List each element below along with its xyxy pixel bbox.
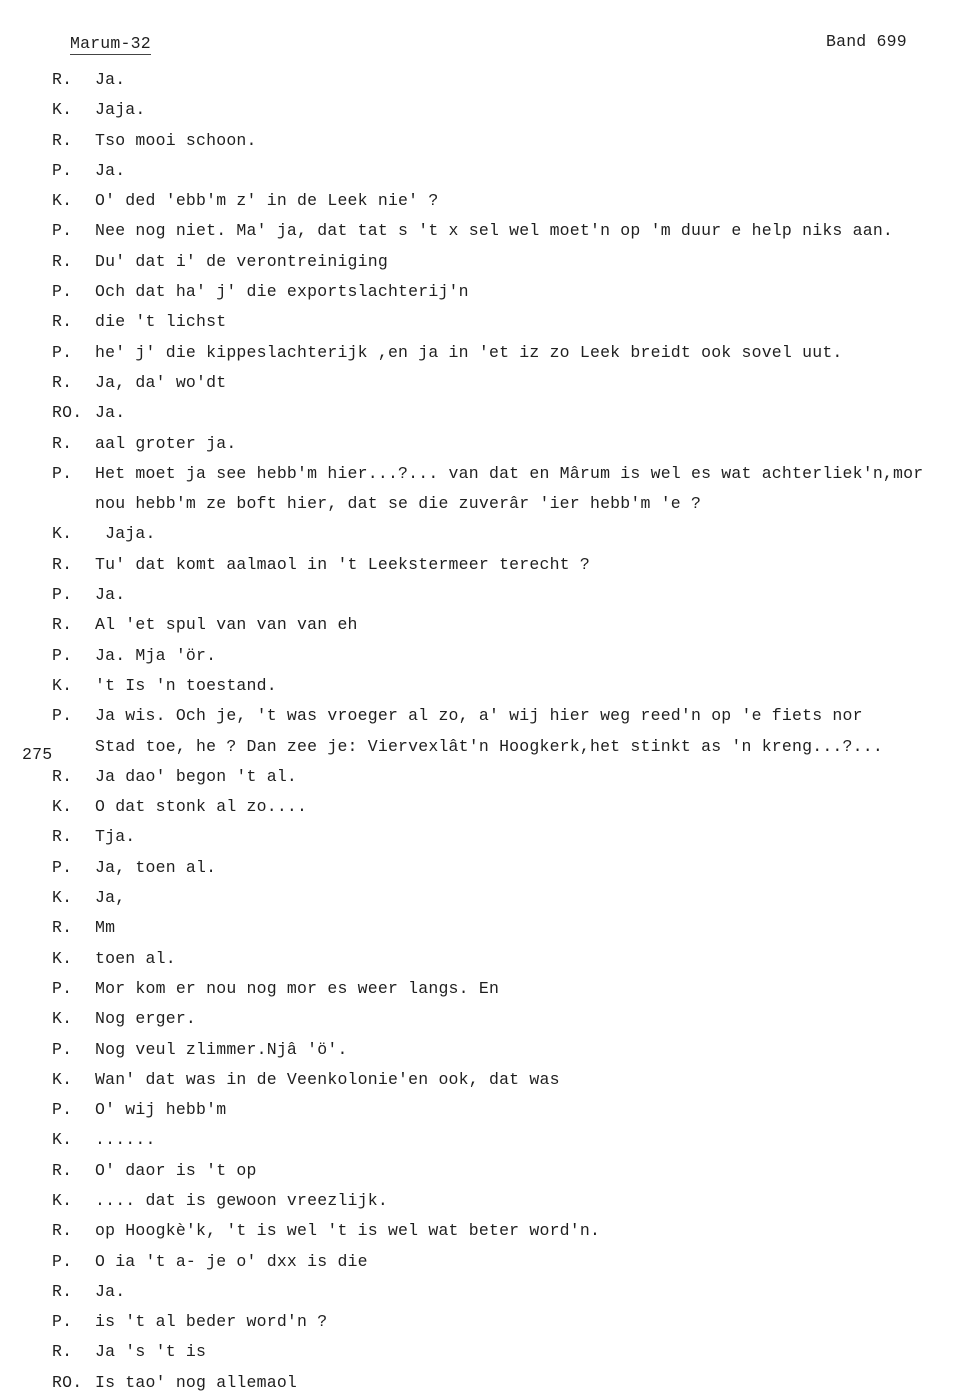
utterance-text: die 't lichst — [95, 312, 227, 332]
utterance-text: Ja 's 't is — [95, 1342, 207, 1362]
transcript-line — [0, 732, 979, 762]
speaker-label: P. — [52, 585, 73, 605]
speaker-label: K. — [52, 1069, 73, 1089]
transcript-line — [0, 1156, 979, 1186]
transcript-line — [0, 1004, 979, 1034]
transcript-line — [0, 913, 979, 943]
speaker-label: K. — [52, 1190, 73, 1210]
utterance-text: Tu' dat komt aalmaol in 't Leekstermeer terecht ? — [95, 554, 590, 574]
transcript-line — [0, 307, 979, 337]
speaker-label: K. — [52, 948, 73, 968]
transcript-line — [0, 1277, 979, 1307]
speaker-label: K. — [52, 524, 73, 544]
utterance-text: .... dat is gewoon vreezlijk. — [95, 1190, 388, 1210]
speaker-label: K. — [52, 100, 73, 120]
transcript-line — [0, 398, 979, 428]
utterance-text: O' daor is 't op — [95, 1160, 257, 1180]
utterance-text: Nog erger. — [95, 1009, 197, 1029]
speaker-label: P. — [52, 857, 73, 877]
utterance-text: Stad toe, he ? Dan zee je: Viervexlât'n Hoogkerk,het stinkt as 'n kreng...?... — [95, 736, 883, 756]
utterance-text: Tso mooi schoon. — [95, 130, 257, 150]
speaker-label: R. — [52, 1160, 73, 1180]
transcript-line — [0, 519, 979, 549]
transcript-line — [0, 216, 979, 246]
transcript-line — [0, 489, 979, 519]
transcript — [0, 65, 979, 1398]
speaker-label: K. — [52, 1009, 73, 1029]
utterance-text: O ia 't a- je o' dxx is die — [95, 1251, 368, 1271]
transcript-line — [0, 641, 979, 671]
speaker-label: R. — [52, 433, 73, 453]
utterance-text: aal groter ja. — [95, 433, 237, 453]
transcript-line — [0, 368, 979, 398]
transcript-line — [0, 459, 979, 489]
speaker-label: K. — [52, 191, 73, 211]
utterance-text: Ja, da' wo'dt — [95, 372, 227, 392]
speaker-label: R. — [52, 372, 73, 392]
utterance-text: Ja, toen al. — [95, 857, 217, 877]
utterance-text: Wan' dat was in de Veenkolonie'en ook, dat was — [95, 1069, 560, 1089]
speaker-label: R. — [52, 918, 73, 938]
utterance-text: he' j' die kippeslachterijk ,en ja in 'et iz zo Leek breidt ook sovel uut. — [95, 342, 843, 362]
utterance-text: op Hoogkè'k, 't is wel 't is wel wat beter word'n. — [95, 1221, 601, 1241]
utterance-text: Mm — [95, 918, 116, 938]
transcript-line — [0, 126, 979, 156]
transcript-line — [0, 1186, 979, 1216]
speaker-label: K. — [52, 675, 73, 695]
transcript-line — [0, 156, 979, 186]
transcript-line — [0, 1247, 979, 1277]
transcript-line — [0, 671, 979, 701]
speaker-label: K. — [52, 888, 73, 908]
speaker-label: P. — [52, 978, 73, 998]
utterance-text: ...... — [95, 1130, 156, 1150]
utterance-text: 't Is 'n toestand. — [95, 675, 277, 695]
document-id: Marum-32 — [70, 34, 151, 53]
transcript-line — [0, 429, 979, 459]
utterance-text: Jaja. — [95, 100, 146, 120]
transcript-line — [0, 338, 979, 368]
utterance-text: Het moet ja see hebb'm hier...?... van dat en Mârum is wel es wat achterliek'n,mor — [95, 463, 924, 483]
utterance-text: is 't al beder word'n ? — [95, 1312, 328, 1332]
speaker-label: R. — [52, 130, 73, 150]
speaker-label: RO. — [52, 403, 83, 423]
speaker-label: P. — [52, 1251, 73, 1271]
utterance-text: nou hebb'm ze boft hier, dat se die zuverâr 'ier hebb'm 'e ? — [95, 494, 702, 514]
transcript-line — [0, 822, 979, 852]
speaker-label: P. — [52, 160, 73, 180]
tape-number: Band 699 — [826, 32, 907, 51]
utterance-text: Ja. — [95, 1281, 126, 1301]
transcript-line — [0, 1125, 979, 1155]
speaker-label: R. — [52, 615, 73, 635]
utterance-text: O dat stonk al zo.... — [95, 797, 308, 817]
utterance-text: Nog veul zlimmer.Njâ 'ö'. — [95, 1039, 348, 1059]
speaker-label: R. — [52, 766, 73, 786]
speaker-label: R. — [52, 251, 73, 271]
utterance-text: Ja dao' begon 't al. — [95, 766, 298, 786]
utterance-text: O' wij hebb'm — [95, 1100, 227, 1120]
utterance-text: Du' dat i' de verontreiniging — [95, 251, 388, 271]
utterance-text: Ja. Mja 'ör. — [95, 645, 217, 665]
speaker-label: R. — [52, 554, 73, 574]
transcript-line — [0, 95, 979, 125]
speaker-label: P. — [52, 1039, 73, 1059]
utterance-text: Ja. — [95, 585, 126, 605]
transcript-line — [0, 853, 979, 883]
transcript-line — [0, 1216, 979, 1246]
speaker-label: R. — [52, 1342, 73, 1362]
transcript-line — [0, 610, 979, 640]
utterance-text: Al 'et spul van van van eh — [95, 615, 358, 635]
utterance-text: Ja. — [95, 70, 126, 89]
utterance-text: Tja. — [95, 827, 136, 847]
utterance-text: toen al. — [95, 948, 176, 968]
speaker-label: P. — [52, 706, 73, 726]
utterance-text: Och dat ha' j' die exportslachterij'n — [95, 282, 469, 302]
transcript-line — [0, 1368, 979, 1398]
speaker-label: P. — [52, 342, 73, 362]
transcript-line — [0, 580, 979, 610]
speaker-label: R. — [52, 1221, 73, 1241]
transcript-line — [0, 186, 979, 216]
utterance-text: Is tao' nog allemaol — [95, 1372, 298, 1392]
transcript-line — [0, 701, 979, 731]
speaker-label: RO. — [52, 1372, 83, 1392]
transcript-line — [0, 762, 979, 792]
transcript-line — [0, 1065, 979, 1095]
speaker-label: P. — [52, 221, 73, 241]
utterance-text: O' ded 'ebb'm z' in de Leek nie' ? — [95, 191, 439, 211]
utterance-text: Jaja. — [95, 524, 156, 544]
speaker-label: P. — [52, 1100, 73, 1120]
transcript-line — [0, 792, 979, 822]
transcript-line — [0, 944, 979, 974]
utterance-text: Mor kom er nou nog mor es weer langs. En — [95, 978, 500, 998]
transcript-line — [0, 65, 979, 95]
transcript-line — [0, 247, 979, 277]
utterance-text: Nee nog niet. Ma' ja, dat tat s 't x sel wel moet'n op 'm duur e help niks aan. — [95, 221, 894, 241]
speaker-label: P. — [52, 1312, 73, 1332]
transcript-line — [0, 1307, 979, 1337]
speaker-label: K. — [52, 1130, 73, 1150]
speaker-label: P. — [52, 463, 73, 483]
utterance-text: Ja. — [95, 403, 126, 423]
transcript-line — [0, 277, 979, 307]
speaker-label: R. — [52, 827, 73, 847]
speaker-label: R. — [52, 312, 73, 332]
speaker-label: R. — [52, 70, 73, 89]
speaker-label: P. — [52, 282, 73, 302]
utterance-text: Ja, — [95, 888, 126, 908]
margin-number: 275 — [22, 745, 53, 764]
transcript-line — [0, 1337, 979, 1367]
transcript-line — [0, 974, 979, 1004]
transcript-line — [0, 1095, 979, 1125]
speaker-label: R. — [52, 1281, 73, 1301]
utterance-text: Ja. — [95, 160, 126, 180]
speaker-label: P. — [52, 645, 73, 665]
transcript-line — [0, 883, 979, 913]
speaker-label: K. — [52, 797, 73, 817]
transcript-line — [0, 1035, 979, 1065]
utterance-text: Ja wis. Och je, 't was vroeger al zo, a' wij hier weg reed'n op 'e fiets nor — [95, 706, 863, 726]
transcript-line — [0, 550, 979, 580]
